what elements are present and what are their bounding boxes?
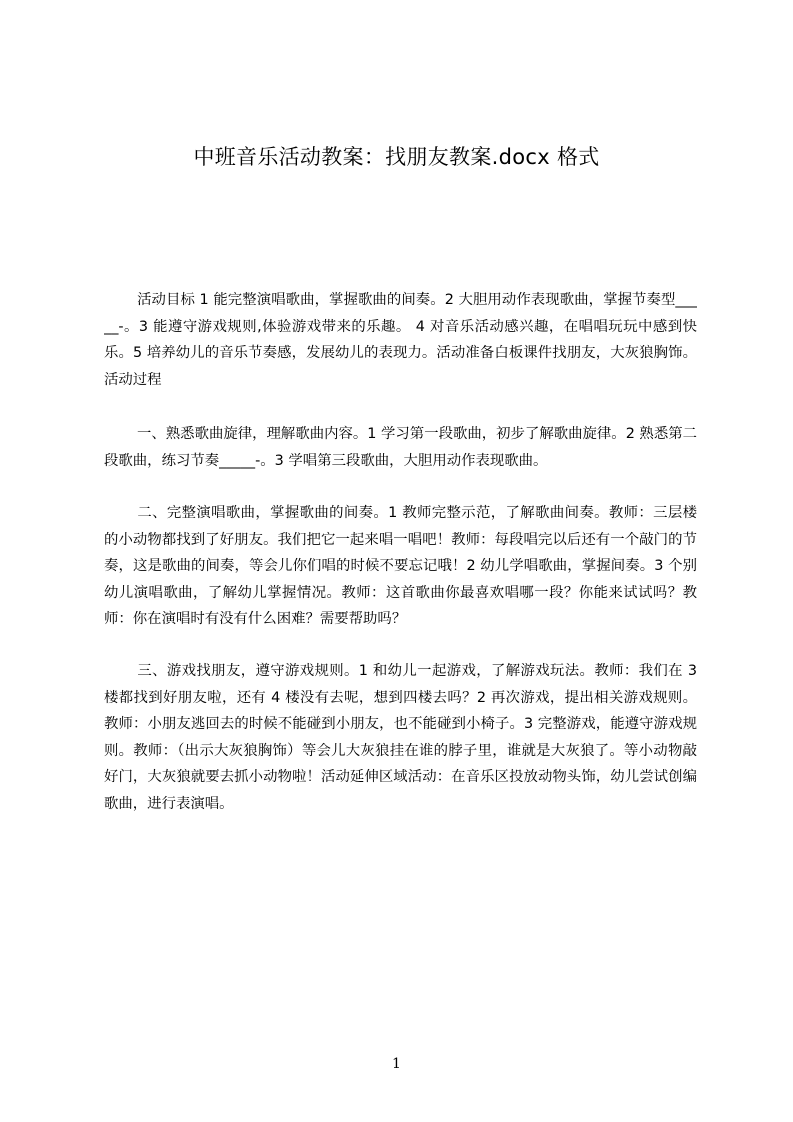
- paragraph-text: 一、熟悉歌曲旋律，理解歌曲内容。1 学习第一段歌曲，初步了解歌曲旋律。2 熟悉第二段歌曲，练习节奏_____-。3 学唱第三段歌曲，大胆用动作表现歌曲。: [104, 426, 697, 469]
- paragraph-activity-goals: [104, 287, 697, 393]
- paragraph-text: 活动目标 1 能完整演唱歌曲，掌握歌曲的间奏。2 大胆用动作表现歌曲，掌握节奏型_____-。3 能遵守游戏规则,体验游戏带来的乐趣。 4 对音乐活动感兴趣，在唱唱玩玩中感到快乐。5 培养幼儿的音乐节奏感，发展幼儿的表现力。活动准备白板课件找朋友，大灰狼胸饰。活动过程: [104, 292, 697, 388]
- document-title: 中班音乐活动教案：找朋友教案.docx 格式: [193, 145, 600, 169]
- page-number: 1: [392, 1056, 401, 1072]
- paragraph-step-two: [104, 500, 697, 633]
- paragraph-step-three: [104, 658, 697, 817]
- paragraph-text: 三、游戏找朋友，遵守游戏规则。1 和幼儿一起游戏，了解游戏玩法。教师：我们在 3 楼都找到好朋友啦，还有 4 楼没有去呢，想到四楼去吗？2 再次游戏，提出相关游戏规则。教师：小朋友逃回去的时候不能碰到小朋友，也不能碰到小椅子。3 完整游戏，能遵守游戏规则。教师：（出示大灰狼胸饰）等会儿大灰狼挂在谁的脖子里，谁就是大灰狼了。等小动物敲好门，大灰狼就要去抓小动物啦！活动延伸区域活动：在音乐区投放动物头饰，幼儿尝试创编歌曲，进行表演唱。: [104, 663, 697, 812]
- paragraph-step-one: [104, 421, 697, 474]
- paragraph-text: 二、完整演唱歌曲，掌握歌曲的间奏。1 教师完整示范，了解歌曲间奏。教师：三层楼的小动物都找到了好朋友。我们把它一起来唱一唱吧！教师：每段唱完以后还有一个敲门的节奏，这是歌曲的间奏，等会儿你们唱的时候不要忘记哦！2 幼儿学唱歌曲，掌握间奏。3 个别幼儿演唱歌曲，了解幼儿掌握情况。教师：这首歌曲你最喜欢唱哪一段？你能来试试吗？教师：你在演唱时有没有什么困难？需要帮助吗？: [104, 505, 697, 627]
